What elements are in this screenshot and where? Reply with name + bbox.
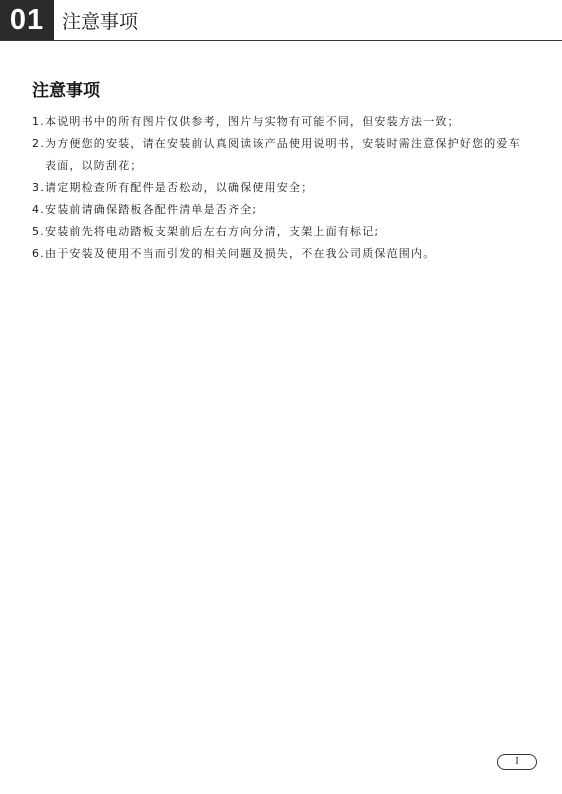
note-number: 5. (32, 225, 45, 238)
note-number: 4. (32, 203, 45, 216)
note-text: 安装前请确保踏板各配件清单是否齐全; (45, 203, 258, 216)
note-item-3 (32, 177, 532, 199)
note-number: 6. (32, 247, 45, 260)
note-number: 1. (32, 115, 45, 128)
note-item-6 (32, 243, 532, 265)
note-text: 由于安装及使用不当而引发的相关问题及损失，不在我公司质保范围内。 (45, 247, 436, 260)
note-text: 本说明书中的所有图片仅供参考，图片与实物有可能不同，但安装方法一致； (45, 115, 460, 128)
note-text: 请定期检查所有配件是否松动，以确保使用安全； (45, 181, 314, 194)
note-item-4 (32, 199, 532, 221)
note-item-2 (32, 133, 532, 177)
note-text: 为方便您的安装，请在安装前认真阅读该产品使用说明书，安装时需注意保护好您的爱车表面，以防刮花； (45, 137, 521, 172)
page-heading: 注意事项 (32, 81, 100, 101)
note-item-5 (32, 221, 532, 243)
note-text: 安装前先将电动踏板支架前后左右方向分清，支架上面有标记; (45, 225, 380, 238)
note-number: 3. (32, 181, 45, 194)
header-title: 注意事项 (62, 11, 139, 33)
section-number: 01 (0, 0, 54, 40)
page-number-badge: I (497, 754, 537, 770)
notes-list (32, 111, 532, 265)
note-item-1 (32, 111, 532, 133)
header-bar (0, 0, 562, 41)
note-number: 2. (32, 137, 45, 150)
